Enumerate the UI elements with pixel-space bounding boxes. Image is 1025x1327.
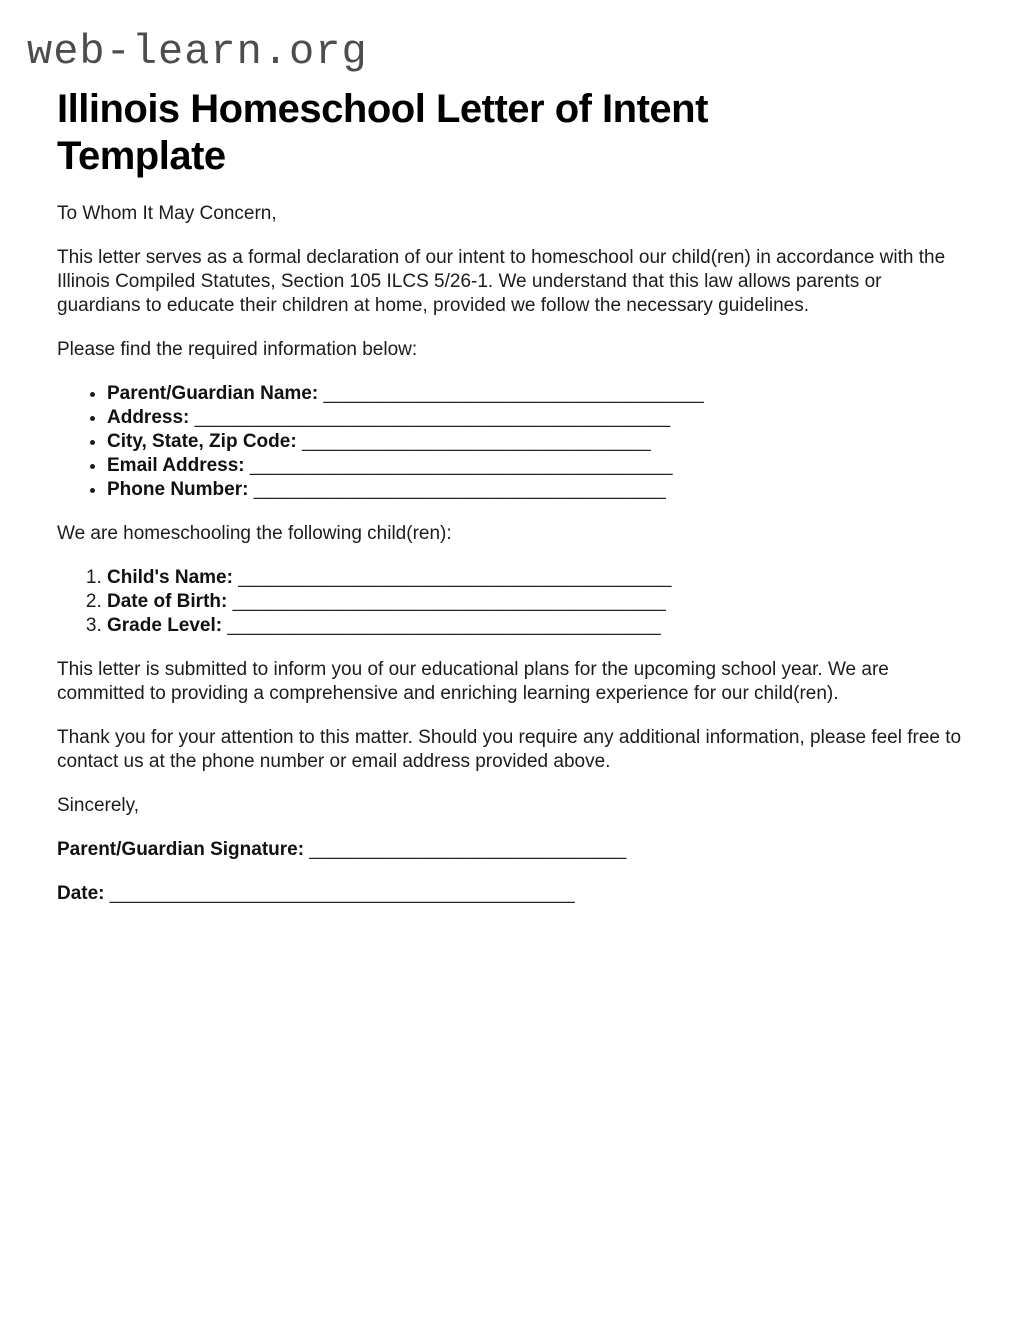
site-name: web-learn.org	[27, 28, 368, 76]
blank-line: _________________________________________	[232, 591, 666, 612]
field-label: City, State, Zip Code:	[107, 431, 297, 452]
page-title: Illinois Homeschool Letter of Intent Template	[57, 87, 708, 178]
field-label: Phone Number:	[107, 479, 249, 500]
field-label: Address:	[107, 407, 190, 428]
list-item-phone-number	[107, 478, 967, 502]
blank-line: _______________________________________	[253, 479, 666, 500]
blank-line: _________________________________	[301, 431, 651, 452]
required-info-prompt: Please find the required information below:	[57, 339, 418, 360]
field-label: Email Address:	[107, 455, 245, 476]
salutation: To Whom It May Concern,	[57, 203, 277, 224]
plans-paragraph: This letter is submitted to inform you of our educational plans for the upcoming school year. We are committed to providing a comprehensive and enriching learning experience for our child(ren).	[57, 659, 889, 704]
children-intro: We are homeschooling the following child(ren):	[57, 523, 452, 544]
blank-line: _________________________________________	[238, 567, 672, 588]
blank-line: ______________________________	[309, 839, 627, 860]
blank-line: _____________________________________________	[194, 407, 671, 428]
blank-line: ____________________________________________	[109, 883, 575, 904]
list-item-childs-name	[107, 566, 967, 590]
date-line	[57, 882, 967, 906]
signature-line	[57, 838, 967, 862]
field-label: Child's Name:	[107, 567, 233, 588]
field-label: Parent/Guardian Name:	[107, 383, 319, 404]
children-fields-list	[57, 566, 967, 638]
required-info-list	[57, 382, 967, 502]
list-item-parent-guardian-name	[107, 382, 967, 406]
field-label: Date of Birth:	[107, 591, 228, 612]
signoff: Sincerely,	[57, 795, 140, 816]
closing-paragraph: Thank you for your attention to this matter. Should you require any additional information, please feel free to contact us at the phone number or email address provided above.	[57, 727, 962, 772]
list-item-city-state-zip	[107, 430, 967, 454]
list-item-email-address	[107, 454, 967, 478]
blank-line: ________________________________________	[249, 455, 673, 476]
list-item-address	[107, 406, 967, 430]
blank-line: ____________________________________	[323, 383, 704, 404]
list-item-date-of-birth	[107, 590, 967, 614]
signature-label: Parent/Guardian Signature:	[57, 839, 305, 860]
blank-line: _________________________________________	[227, 615, 661, 636]
field-label: Grade Level:	[107, 615, 223, 636]
list-item-grade-level	[107, 614, 967, 638]
intro-paragraph: This letter serves as a formal declaration of our intent to homeschool our child(ren) in accordance with the Illinois Compiled Statutes, Section 105 ILCS 5/26-1. We understand that this law allows parents or guardians to educate their children at home, provided we follow the necessary guidelines.	[57, 247, 946, 316]
date-label: Date:	[57, 883, 105, 904]
